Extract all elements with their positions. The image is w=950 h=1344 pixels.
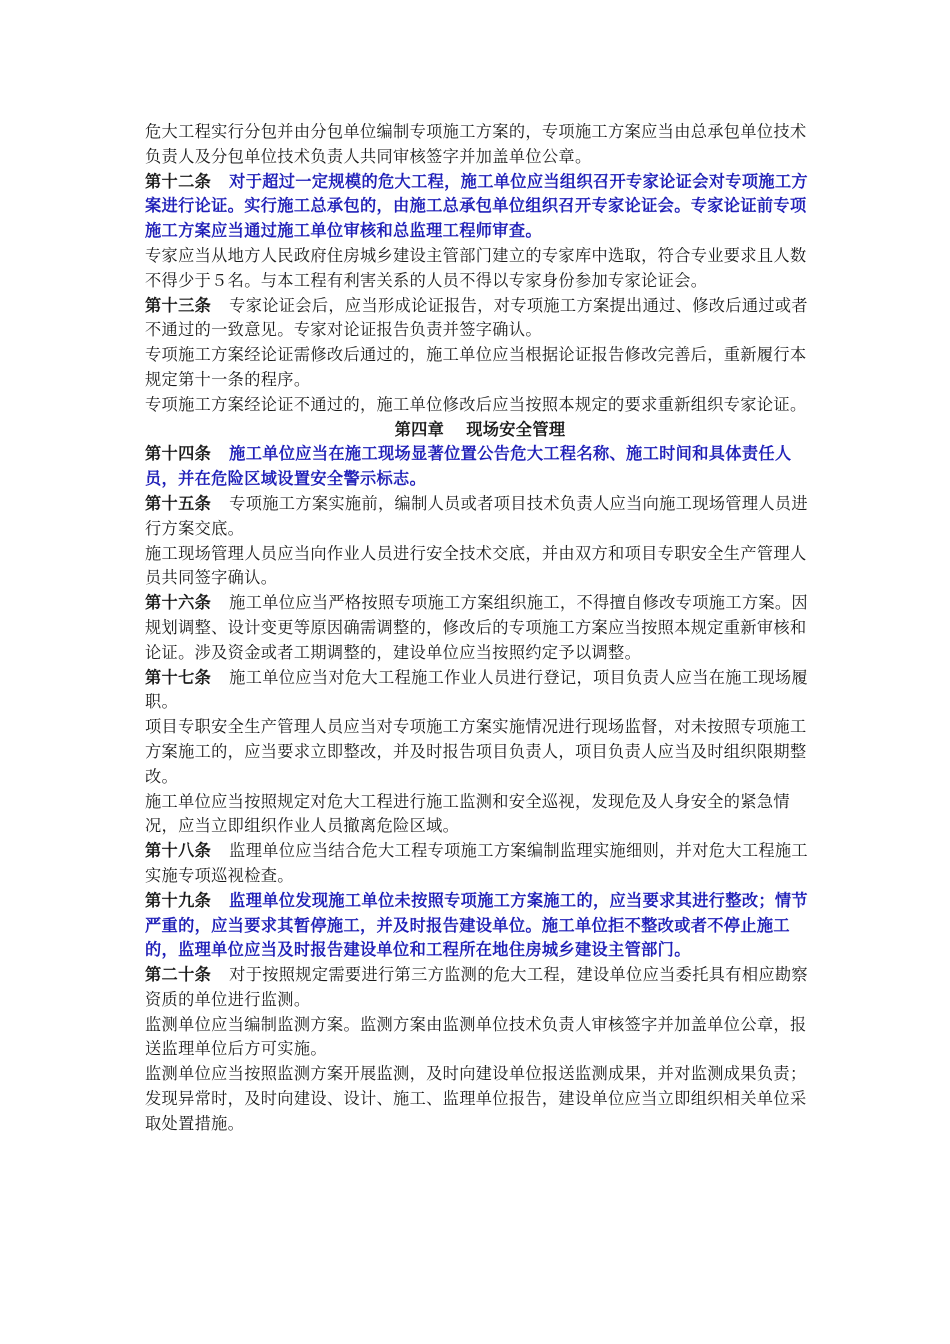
- article-17: [145, 666, 815, 716]
- chapter-title: 现场安全管理: [466, 419, 566, 439]
- article-label: 第十三条: [145, 295, 212, 315]
- paragraph: 危大工程实行分包并由分包单位编制专项施工方案的，专项施工方案应当由总承包单位技术负责人及分包单位技术负责人共同审核签字并加盖单位公章。: [145, 122, 807, 166]
- article-label: 第二十条: [145, 965, 212, 985]
- article-13: [145, 294, 815, 344]
- article-text: 专项施工方案实施前，编制人员或者项目技术负责人应当向施工现场管理人员进行方案交底。: [145, 493, 808, 538]
- chapter-label: 第四章: [394, 419, 445, 439]
- article-15: [145, 492, 815, 542]
- paragraph: 专项施工方案经论证不通过的，施工单位修改后应当按照本规定的要求重新组织专家论证。: [145, 394, 807, 414]
- article-label: 第十七条: [145, 667, 212, 687]
- article-text: 专家论证会后，应当形成论证报告，对专项施工方案提出通过、修改后通过或者不通过的一致意见。专家对论证报告负责并签字确认。: [145, 295, 808, 340]
- paragraph: 专家应当从地方人民政府住房城乡建设主管部门建立的专家库中选取，符合专业要求且人数不得少于５名。与本工程有利害关系的人员不得以专家身份参加专家论证会。: [145, 245, 807, 290]
- article-label: 第十二条: [145, 171, 212, 191]
- article-14: [145, 442, 815, 492]
- article-20: [145, 963, 815, 1013]
- paragraph: 监测单位应当按照监测方案开展监测，及时向建设单位报送监测成果，并对监测成果负责；发现异常时，及时向建设、设计、施工、监理单位报告，建设单位应当立即组织相关单位采取处置措施。: [145, 1064, 807, 1133]
- article-text: 施工单位应当对危大工程施工作业人员进行登记，项目负责人应当在施工现场履职。: [145, 667, 808, 712]
- article-text: 对于超过一定规模的危大工程，施工单位应当组织召开专家论证会对专项施工方案进行论证。实行施工总承包的，由施工总承包单位组织召开专家论证会。专家论证前专项施工方案应当通过施工单位审核和总监理工程师审查。: [145, 171, 808, 241]
- article-text: 施工单位应当在施工现场显著位置公告危大工程名称、施工时间和具体责任人员，并在危险区域设置安全警示标志。: [145, 444, 792, 489]
- article-label: 第十九条: [145, 890, 212, 910]
- article-19: [145, 889, 815, 963]
- article-label: 第十八条: [145, 841, 212, 861]
- document-page: [145, 120, 815, 1137]
- article-12: [145, 170, 815, 244]
- paragraph: 项目专职安全生产管理人员应当对专项施工方案实施情况进行现场监督，对未按照专项施工方案施工的，应当要求立即整改，并及时报告项目负责人，项目负责人应当及时组织限期整改。: [145, 717, 807, 786]
- article-label: 第十六条: [145, 593, 212, 613]
- article-text: 对于按照规定需要进行第三方监测的危大工程，建设单位应当委托具有相应勘察资质的单位进行监测。: [145, 965, 808, 1009]
- article-text: 施工单位应当严格按照专项施工方案组织施工，不得擅自修改专项施工方案。因规划调整、设计变更等原因确需调整的，修改后的专项施工方案应当按照本规定重新审核和论证。涉及资金或者工期调整的，建设单位应当按照约定予以调整。: [145, 593, 808, 662]
- article-18: [145, 839, 815, 889]
- article-label: 第十五条: [145, 493, 212, 513]
- article-text: 监理单位应当结合危大工程专项施工方案编制监理实施细则，并对危大工程施工实施专项巡视检查。: [145, 841, 808, 885]
- paragraph: 施工单位应当按照规定对危大工程进行施工监测和安全巡视，发现危及人身安全的紧急情况，应当立即组织作业人员撤离危险区域。: [145, 791, 790, 836]
- paragraph: 监测单位应当编制监测方案。监测方案由监测单位技术负责人审核签字并加盖单位公章，报送监理单位后方可实施。: [145, 1014, 807, 1059]
- article-text: 监理单位发现施工单位未按照专项施工方案施工的，应当要求其进行整改；情节严重的，应当要求其暂停施工，并及时报告建设单位。施工单位拒不整改或者不停止施工的，监理单位应当及时报告建设单位和工程所在地住房城乡建设主管部门。: [145, 890, 808, 960]
- article-label: 第十四条: [145, 444, 212, 464]
- article-16: [145, 591, 815, 665]
- paragraph: 专项施工方案经论证需修改后通过的，施工单位应当根据论证报告修改完善后，重新履行本规定第十一条的程序。: [145, 345, 807, 389]
- chapter-heading: [145, 418, 815, 443]
- paragraph: 施工现场管理人员应当向作业人员进行安全技术交底，并由双方和项目专职安全生产管理人员共同签字确认。: [145, 543, 807, 588]
